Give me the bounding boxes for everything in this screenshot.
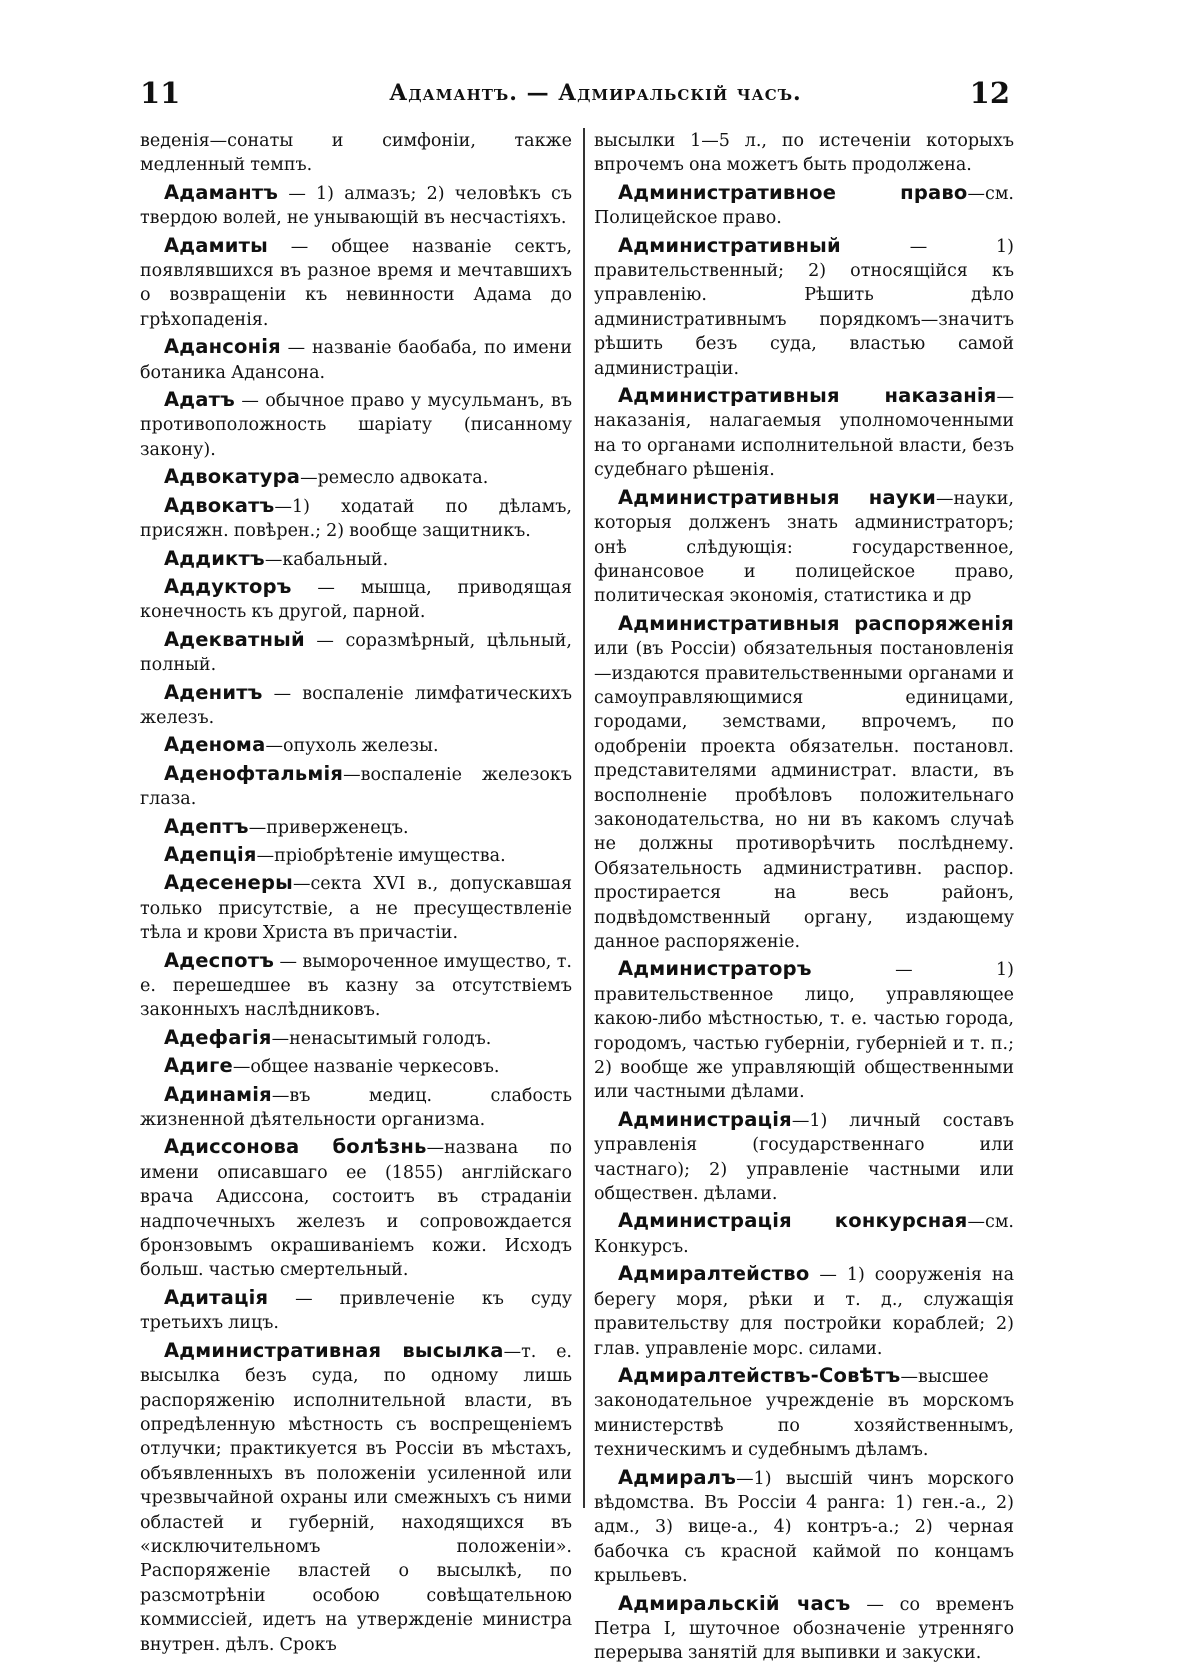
dictionary-entry — [140, 575, 572, 625]
dictionary-entry — [140, 335, 572, 385]
dictionary-entry — [140, 547, 572, 572]
entry-definition: — мышца, приводящая конечность къ другой, парной. — [140, 577, 572, 623]
entry-headword: Адатъ — [164, 388, 235, 412]
entry-headword: Адиге — [164, 1054, 233, 1078]
dictionary-entry — [140, 494, 572, 544]
entry-definition: —науки, которыя долженъ знать администраторъ; онѣ слѣдующія: государственное, финансовое и полицейское право, политическая экономія, статистика и др — [594, 488, 1014, 607]
entry-definition: — 1) правительственный; 2) относящійся къ управленію. Рѣшить дѣло административнымъ порядкомъ—значитъ рѣшить безъ суда, властью самой администраціи. — [594, 236, 1014, 379]
right-column — [594, 128, 1015, 1664]
entry-definition: — общее названіе сектъ, появлявшихся въ разное время и мечтавшихъ о возвращеніи къ невинности Адама до грѣхопаденія. — [140, 236, 572, 330]
dictionary-entry — [594, 384, 1014, 483]
dictionary-entry — [140, 1135, 572, 1282]
entry-headword: Адитація — [164, 1285, 269, 1309]
entry-definition: — 1) алмазъ; 2) человѣкъ съ твердою волей, не унывающій въ несчастіяхъ. — [140, 183, 572, 229]
dictionary-entry — [140, 1339, 572, 1657]
entry-definition: —ненасытимый голодъ. — [271, 1028, 492, 1049]
entry-definition: или (въ Россіи) обязательныя постановленія—издаются правительственными органами и самоуправляющимися единицами, городами, земствами, впрочемъ, по одобреніи проекта обязательн. постановл. представителями администрат. власти, въ восполненіе пробѣловъ положительнаго законодательства, но ни въ какомъ случаѣ не должны противорѣчить послѣднему. Обязательность административн. распор. простирается на весь районъ, подвѣдомственный органу, издающему данное распоряженіе. — [594, 639, 1014, 952]
entry-headword: Адекватный — [164, 627, 305, 651]
dictionary-entry — [140, 465, 572, 490]
entry-headword: Административная высылка — [164, 1338, 504, 1362]
entry-headword: Административный — [618, 233, 841, 257]
entry-headword: Администрація — [618, 1107, 792, 1131]
entry-definition: —1) личный составъ управленія (государственнаго или частнаго); 2) управленіе частными или обществен. дѣлами. — [594, 1110, 1014, 1205]
dictionary-entry — [594, 1108, 1014, 1207]
dictionary-entry — [140, 234, 572, 333]
entry-headword: Аддукторъ — [164, 574, 292, 598]
dictionary-entry — [594, 1209, 1014, 1259]
dictionary-entry — [594, 1592, 1014, 1666]
entry-headword: Административныя наказанія — [618, 384, 997, 408]
dictionary-entry — [140, 1026, 572, 1051]
entry-definition: —секта XVI в., допускавшая только присутствіе, а не пресуществленіе тѣла и крови Христа въ причастіи. — [140, 874, 572, 944]
entry-headword: Административныя распоряженія — [618, 611, 1014, 635]
left-column — [140, 128, 572, 1655]
dictionary-entry — [140, 843, 572, 868]
entry-definition: —наказанія, налагаемыя уполномоченными на то органами исполнительной власти, безъ судебнаго рѣшенія. — [594, 387, 1014, 481]
entry-headword: Адамиты — [164, 233, 268, 257]
entry-headword: Адмиральскій часъ — [618, 1591, 851, 1615]
dictionary-entry — [594, 612, 1014, 955]
dictionary-entry — [140, 628, 572, 678]
page-number-left: 11 — [140, 76, 181, 110]
dictionary-entry — [140, 733, 572, 758]
dictionary-entry — [594, 1364, 1014, 1463]
dictionary-entry — [140, 949, 572, 1023]
entry-definition: —пріобрѣтеніе имущества. — [256, 845, 506, 866]
entry-definition: — привлеченіе къ суду третьихъ лицъ. — [140, 1288, 572, 1334]
entry-definition: —воспаленіе железокъ глаза. — [140, 764, 572, 810]
dictionary-entry — [140, 871, 572, 945]
entry-definition: —см. Конкурсъ. — [594, 1212, 1014, 1257]
entry-headword: Адансонія — [164, 335, 281, 359]
dictionary-entry — [594, 181, 1014, 231]
entry-definition: — 1) сооруженія на берегу моря, рѣки и т. д., служащія правительству для постройки кораблей; 2) глав. управленіе морс. силами. — [594, 1265, 1014, 1359]
entry-definition: —1) высшій чинъ морского вѣдомства. Въ Россіи 4 ранга: 1) ген.-а., 2) адм., 3) вице-а., 4) контръ-а.; 2) черная бабочка съ красной каймой по концамъ крыльевъ. — [594, 1468, 1014, 1587]
page-number-right: 12 — [969, 76, 1010, 110]
entry-definition: —т. е. высылка безъ суда, по одному лишь распоряженію исполнительной власти, въ опредѣленную мѣстность съ воспрещеніемъ отлучки; практикуется въ Россіи въ мѣстахъ, объявленныхъ въ положеніи усиленной или чрезвычайной охраны или смежныхъ съ ними областей и губерній, находящихся въ «исключительномъ положеніи». Распоряженіе властей о высылкѣ, по разсмотрѣніи особою совѣщательною коммиссіей, идетъ на утвержденіе министра внутрен. дѣлъ. Срокъ — [140, 1341, 572, 1655]
entry-headword: Администраторъ — [618, 957, 812, 981]
entry-definition: —въ медиц. слабость жизненной дѣятельности организма. — [140, 1085, 572, 1131]
dictionary-entry — [140, 815, 572, 840]
entry-headword: Адептъ — [164, 814, 249, 838]
dictionary-entry — [140, 1083, 572, 1133]
dictionary-entry — [594, 1262, 1014, 1361]
dictionary-entry — [594, 1466, 1014, 1589]
dictionary-entry — [594, 128, 1014, 178]
dictionary-entry — [140, 762, 572, 812]
entry-definition: —1) ходатай по дѣламъ, присяжн. повѣрен.; 2) вообще защитникъ. — [140, 496, 572, 542]
dictionary-entry — [140, 181, 572, 231]
entry-definition: — 1) правительственное лицо, управляющее какою-либо мѣстностью, т. е. частью города, городомъ, частью губерніи, губерніей и т. п.; 2) вообще же управляющій общественными или частными дѣлами. — [594, 960, 1014, 1103]
entry-headword: Администрація конкурсная — [618, 1209, 968, 1233]
dictionary-entry — [140, 681, 572, 731]
dictionary-entry — [140, 1286, 572, 1336]
entry-headword: Аденитъ — [164, 680, 263, 704]
running-head: Адамантъ. — Адмиральскій часъ. — [389, 80, 802, 106]
dictionary-entry — [140, 128, 572, 178]
entry-definition: высылки 1—5 л., по истеченіи которыхъ впрочемъ она можетъ быть продолжена. — [594, 131, 1014, 176]
dictionary-entry — [140, 1054, 572, 1079]
entry-headword: Аденома — [164, 733, 266, 757]
entry-definition: — со временъ Петра I, шуточное обозначеніе утренняго перерыва занятій для выпивки и закуски. — [594, 1594, 1015, 1664]
dictionary-entry — [594, 486, 1014, 609]
entry-headword: Административное право — [618, 180, 968, 204]
page-header — [0, 76, 1191, 112]
entry-headword: Адиссонова болѣзнь — [164, 1135, 427, 1159]
entry-headword: Адмиралтействъ-Совѣтъ — [618, 1363, 901, 1387]
dictionary-entry — [594, 957, 1014, 1104]
entry-headword: Адепція — [164, 842, 257, 866]
entry-definition: — названіе баобаба, по имени ботаника Адансона. — [140, 338, 572, 383]
entry-headword: Аденофтальмія — [164, 761, 344, 785]
entry-definition: веденія—сонаты и симфоніи, также медленный темпъ. — [140, 131, 572, 176]
entry-definition: —см. Полицейское право. — [594, 183, 1014, 229]
entry-headword: Адвокатура — [164, 465, 301, 489]
entry-headword: Адефагія — [164, 1025, 272, 1049]
dictionary-entry — [140, 388, 572, 462]
entry-headword: Адамантъ — [164, 180, 279, 204]
entry-definition: — вымороченное имущество, т. е. перешедшее въ казну за отсутствіемъ законныхъ наслѣдниковъ. — [140, 951, 572, 1021]
dictionary-entry — [594, 234, 1014, 381]
column-divider — [583, 128, 585, 1508]
entry-definition: —общее названіе черкесовъ. — [232, 1057, 500, 1078]
entry-definition: —высшее законодательное учрежденіе въ морскомъ министерствѣ по хозяйственнымъ, техническимъ и судебнымъ дѣламъ. — [594, 1366, 1014, 1461]
entry-definition: —названа по имени описавшаго ее (1855) англійскаго врача Адиссона, состоитъ въ страданіи надпочечныхъ железъ и сопровождается бронзовымъ окрашиваніемъ кожи. Исходъ больш. частью смертельный. — [140, 1138, 572, 1281]
entry-headword: Адмиралтейство — [618, 1262, 810, 1286]
entry-headword: Адесенеры — [164, 871, 293, 895]
entry-definition: —приверженецъ. — [248, 817, 409, 838]
entry-headword: Административныя науки — [618, 485, 936, 509]
entry-headword: Аддиктъ — [164, 546, 265, 570]
entry-definition: — обычное право у мусульманъ, въ противоположность шаріату (писанному закону). — [140, 391, 572, 460]
entry-headword: Адинамія — [164, 1082, 272, 1106]
entry-definition: —опухоль железы. — [265, 736, 439, 757]
entry-definition: —ремесло адвоката. — [300, 468, 489, 489]
entry-definition: — воспаленіе лимфатическихъ железъ. — [140, 683, 572, 728]
entry-headword: Адеспотъ — [164, 948, 275, 972]
entry-definition: —кабальный. — [264, 549, 389, 570]
entry-definition: — соразмѣрный, цѣльный, полный. — [140, 630, 572, 676]
entry-headword: Адмиралъ — [618, 1465, 737, 1489]
entry-headword: Адвокатъ — [164, 493, 275, 517]
